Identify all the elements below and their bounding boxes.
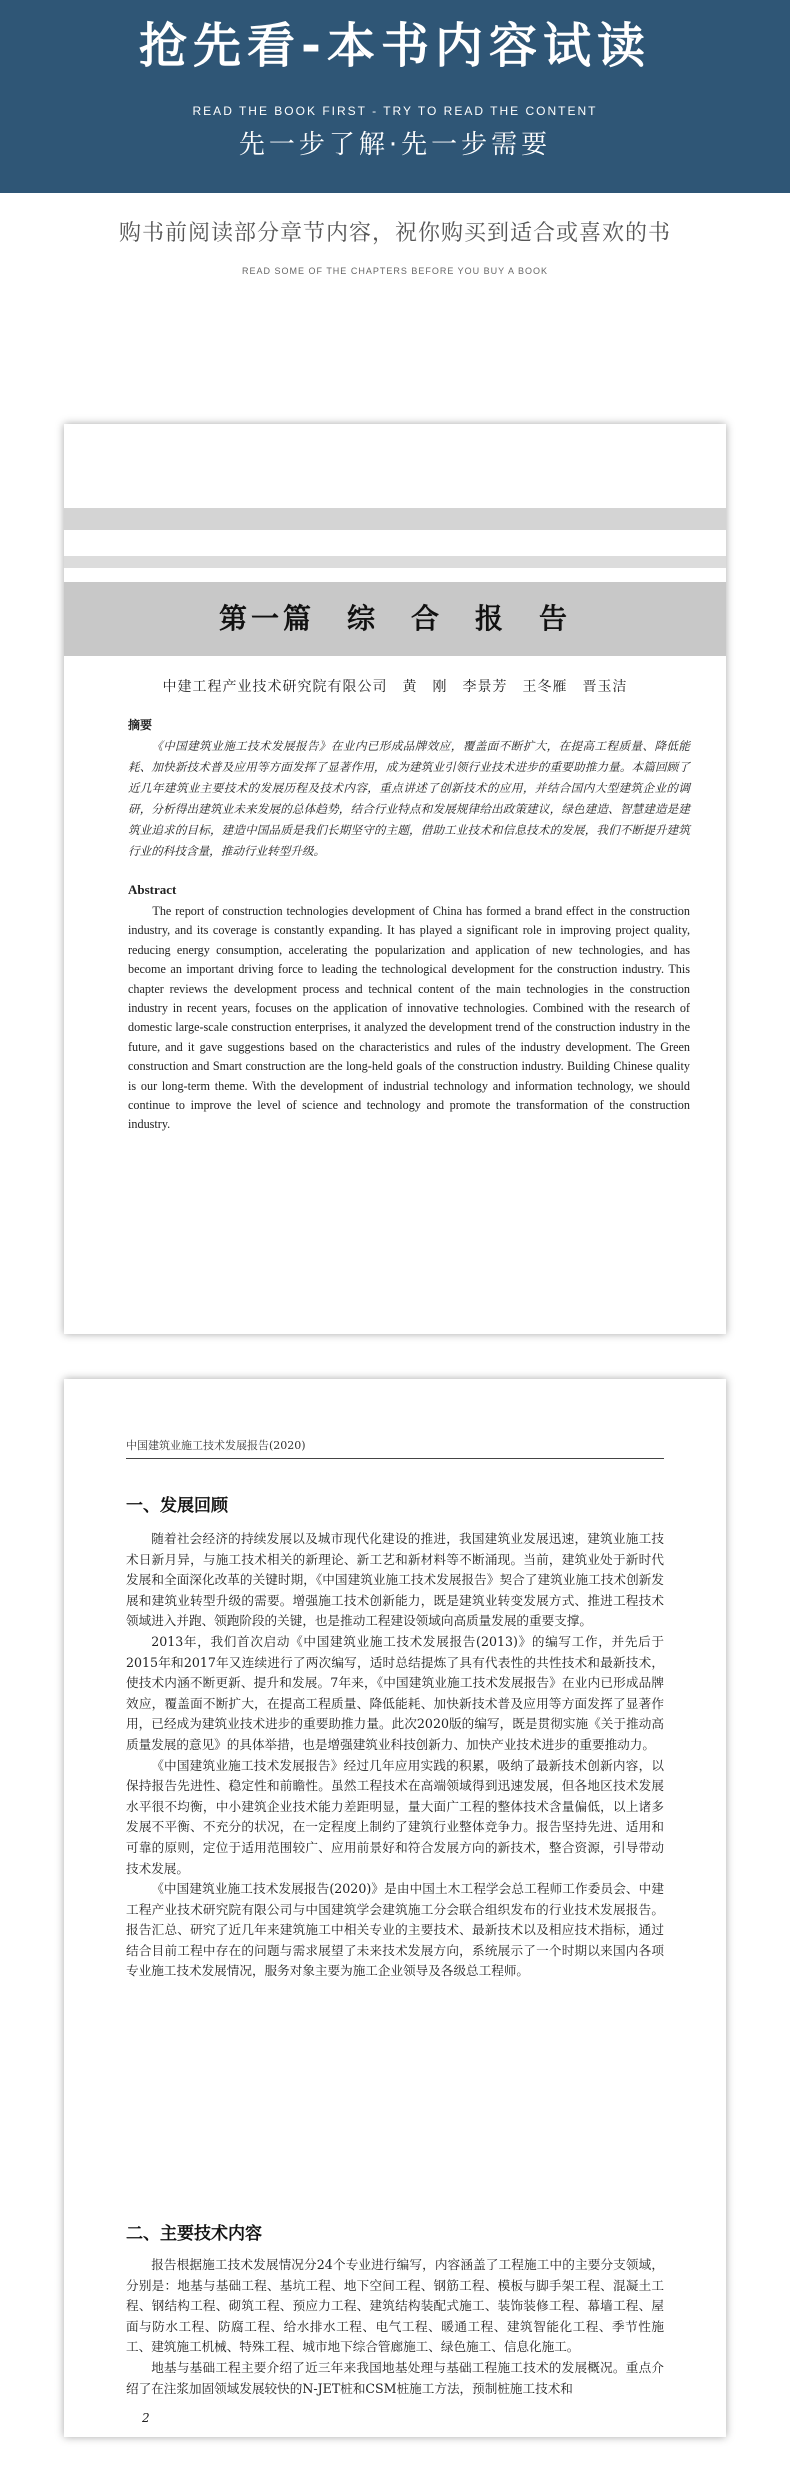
section-heading-content: 二、主要技术内容 (126, 2224, 262, 2244)
sample-page-2 (64, 1379, 726, 2437)
intro-english: READ SOME OF THE CHAPTERS BEFORE YOU BUY A BOOK (241, 266, 549, 276)
intro-text: 购书前阅读部分章节内容，祝你购买到适合或喜欢的书 (118, 221, 671, 246)
sample-page-1 (64, 424, 726, 1334)
paragraph: 《中国建筑业施工技术发展报告》经过几年应用实践的积累，吸纳了最新技术创新内容，以保持报告先进性、稳定性和前瞻性。虽然工程技术在高端领域得到迅速发展，但各地区技术发展水平很不均衡，中小建筑企业技术能力差距明显，量大面广工程的整体技术含量偏低，以上诸多发展不平衡、不充分的状况，在一定程度上制约了建筑行业整体竞争力。报告坚持先进、适用和可靠的原则，定位于适用范围较广、应用前景好和符合发展方向的新技术，整合资源，引导带动技术发展。 (126, 1757, 664, 1876)
authors-line: 中建工程产业技术研究院有限公司 黄 刚 李景芳 王冬雁 晋玉洁 (162, 679, 628, 695)
banner-slogan: 先一步了解·先一步需要 (238, 130, 552, 160)
header-banner (0, 0, 790, 193)
chapter-title: 第一篇 综 合 报 告 (64, 582, 726, 656)
paragraph: 报告根据施工技术发展情况分24个专业进行编写，内容涵盖了工程施工中的主要分支领域，分别是：地基与基础工程、基坑工程、地下空间工程、钢筋工程、模板与脚手架工程、混凝土工程、钢结构工程、砌筑工程、预应力工程、建筑结构装配式施工、装饰装修工程、幕墙工程、屋面与防水工程、防腐工程、给水排水工程、电气工程、暖通工程、建筑智能化工程、季节性施工、建筑施工机械、特殊工程、城市地下综合管廊施工、绿色施工、信息化施工。 (126, 2257, 664, 2355)
section-body-content (126, 2255, 664, 2399)
section-heading-review: 一、发展回顾 (126, 1496, 228, 1516)
banner-title: 抢先看-本书内容试读 (139, 18, 651, 74)
paragraph: 随着社会经济的持续发展以及城市现代化建设的推进，我国建筑业发展迅速，建筑业施工技术日新月异，与施工技术相关的新理论、新工艺和新材料等不断涌现。当前，建筑业处于新时代发展和全面深化改革的关键时期，《中国建筑业施工技术发展报告》契合了建筑业施工技术创新发展和建筑业转型升级的需要。增强施工技术创新能力，既是建筑业转变发展方式、推进工程技术领域进入并跑、领跑阶段的关键，也是推动工程建设领域向高质量发展的重要支撑。 (126, 1531, 664, 1629)
abstract-zh-heading: 摘要 (128, 718, 153, 732)
section-body-review (126, 1529, 664, 1982)
paragraph: 2013年，我们首次启动《中国建筑业施工技术发展报告(2013)》的编写工作，并先后于2015年和2017年又连续进行了两次编写，适时总结提炼了具有代表性的共性技术和最新技术，使技术内涵不断更新、提升和发展。7年来，《中国建筑业施工技术发展报告》在业内已形成品牌效应，覆盖面不断扩大，在提高工程质量、降低能耗、加快新技术普及应用等方面发挥了显著作用，已经成为建筑业技术进步的重要助推力量。此次2020版的编写，既是贯彻实施《关于推动高质量发展的意见》的具体举措，也是增强建筑业科技创新力、加快产业技术进步的重要推动力。 (126, 1633, 664, 1752)
running-head-rule (126, 1458, 664, 1459)
decor-band-top (64, 508, 726, 530)
banner-subtitle: READ THE BOOK FIRST - TRY TO READ THE CONTENT (192, 104, 598, 118)
abstract-en-heading: Abstract (128, 882, 177, 897)
abstract-zh: 《中国建筑业施工技术发展报告》在业内已形成品牌效应，覆盖面不断扩大，在提高工程质量、降低能耗、加快新技术普及应用等方面发挥了显著作用，成为建筑业引领行业技术进步的重要助推力量。本篇回顾了近几年建筑业主要技术的发展历程及技术内容，重点讲述了创新技术的应用，并结合国内大型建筑企业的调研，分析得出建筑业未来发展的总体趋势，结合行业特点和发展规律给出政策建议，绿色建造、智慧建造是建筑业追求的目标，建造中国品质是我们长期坚守的主题，借助工业技术和信息技术的发展，我们不断提升建筑行业的科技含量，推动行业转型升级。 (128, 739, 690, 858)
running-head: 中国建筑业施工技术发展报告(2020) (126, 1439, 306, 1452)
abstract-en: The report of construction technologies development of China has formed a brand effect in the construction industry, and its coverage is constantly expanding. It has played a significant role in improving project quality, reducing energy consumption, accelerating the popularization and application of new technologies, and has become an important driving force to leading the technological development for the construction industry. This chapter reviews the development process and technical content of the main technologies in the construction industry in recent years, focuses on the application of innovative technologies. Combined with the research of domestic large-scale construction enterprises, it analyzed the development trend of the construction industry in the future, and it gave suggestions based on the characteristics and rules of the industry development. The Green construction and Smart construction are the long-held goals of the construction industry. Building Chinese quality is our long-term theme. With the development of industrial technology and information technology, we should continue to improve the level of science and technology and promote the transformation of the construction industry. (128, 904, 690, 1132)
paragraph: 地基与基础工程主要介绍了近三年来我国地基处理与基础工程施工技术的发展概况。重点介绍了在注浆加固领域发展较快的N-JET桩和CSM桩施工方法，预制桩施工技术和 (126, 2359, 664, 2396)
decor-band-middle (64, 556, 726, 568)
page-number: 2 (142, 2411, 150, 2425)
paragraph: 《中国建筑业施工技术发展报告(2020)》是由中国土木工程学会总工程师工作委员会、中建工程产业技术研究院有限公司与中国建筑学会建筑施工分会联合组织发布的行业技术发展报告。报告汇总、研究了近几年来建筑施工中相关专业的主要技术、最新技术以及相应技术指标，通过结合目前工程中存在的问题与需求展望了未来技术发展方向，系统展示了一个时期以来国内各项专业施工技术发展情况，服务对象主要为施工企业领导及各级总工程师。 (126, 1881, 664, 1979)
